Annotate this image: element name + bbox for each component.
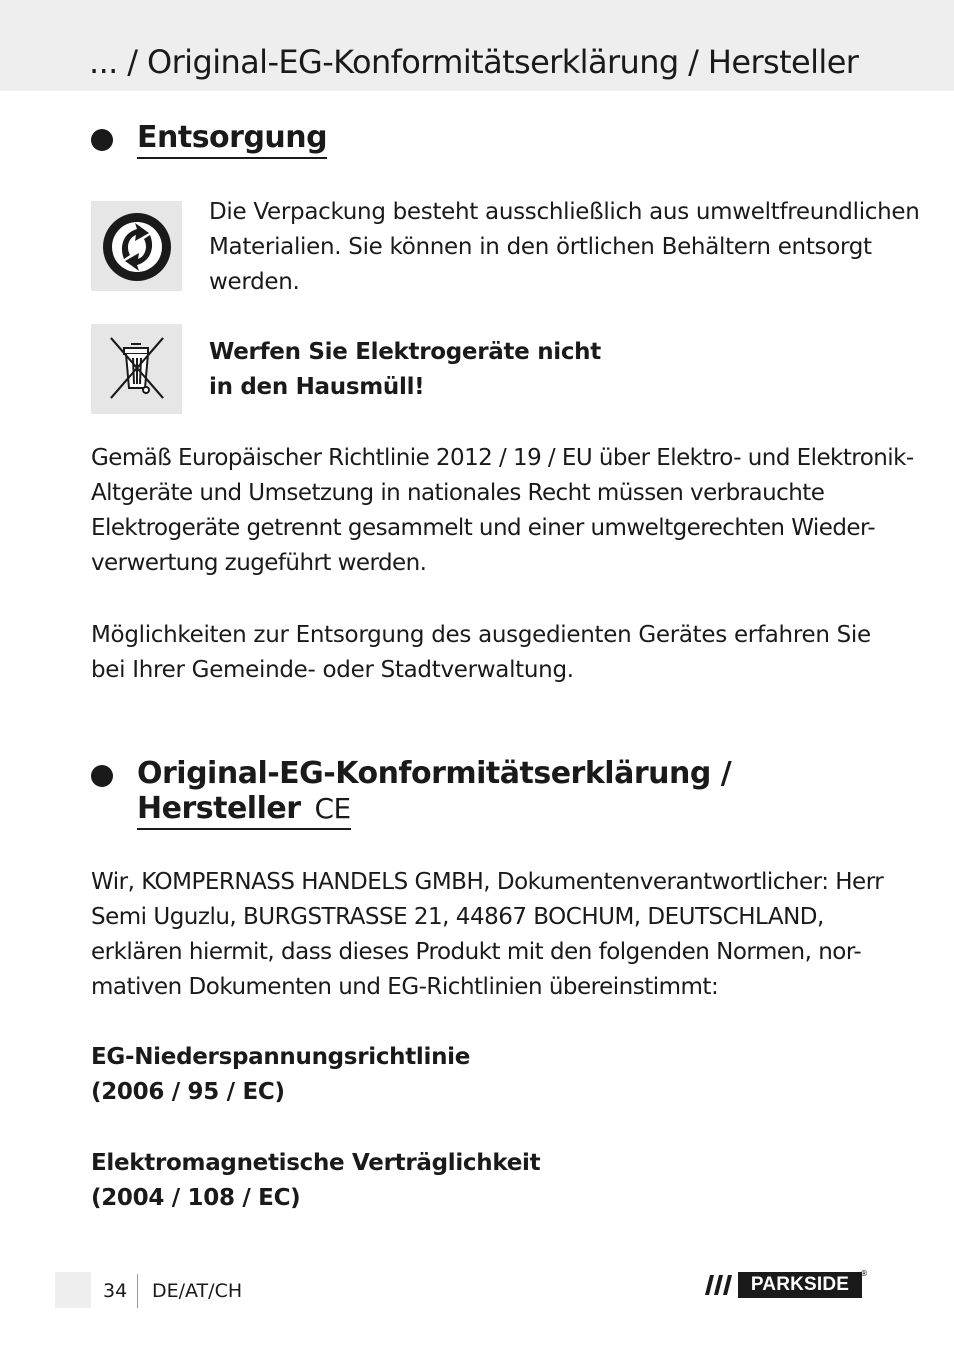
ce-mark-icon: CE xyxy=(314,792,351,825)
footer-tab xyxy=(55,1272,91,1308)
heading-conformity-line1: Original-EG-Konformitätserklärung / xyxy=(137,756,732,791)
directive-line: verwertung zugeführt werden. xyxy=(91,550,427,576)
directive-paragraph xyxy=(91,441,914,581)
footer-languages: DE/AT/CH xyxy=(152,1280,243,1302)
packaging-line: Die Verpackung besteht ausschließlich aus umweltfreundlichen xyxy=(209,199,920,225)
statement-line: mativen Dokumenten und EG-Richtlinien übereinstimmt: xyxy=(91,974,719,1000)
directive2-line: (2004 / 108 / EC) xyxy=(91,1185,301,1211)
directive1-line: (2006 / 95 / EC) xyxy=(91,1079,285,1105)
directive-line: Gemäß Europäischer Richtlinie 2012 / 19 / EU über Elektro- und Elektronik- xyxy=(91,445,914,471)
logo-registered-mark: ® xyxy=(860,1269,868,1278)
green-dot-recycling-icon xyxy=(91,201,182,291)
heading-manufacturer-text: Hersteller xyxy=(137,791,301,826)
heading-conformity-line2 xyxy=(137,791,351,830)
logo-brand-text: PARKSIDE xyxy=(750,1274,850,1295)
logo-stripes-icon xyxy=(704,1272,738,1298)
options-line: Möglichkeiten zur Entsorgung des ausgedienten Gerätes erfahren Sie xyxy=(91,622,871,648)
heading-entsorgung-text: Entsorgung xyxy=(137,120,327,159)
directive-line: Altgeräte und Umsetzung in nationales Recht müssen verbrauchte xyxy=(91,480,825,506)
disposal-options-paragraph xyxy=(91,618,871,688)
directive-emc xyxy=(91,1146,540,1216)
statement-line: Semi Uguzlu, BURGSTRASSE 21, 44867 BOCHUM, DEUTSCHLAND, xyxy=(91,904,824,930)
page-number: 34 xyxy=(103,1280,128,1302)
crossed-out-bin-icon xyxy=(91,324,182,414)
parkside-logo xyxy=(704,1269,868,1298)
directive-low-voltage xyxy=(91,1040,470,1110)
directive-line: Elektrogeräte getrennt gesammelt und einer umweltgerechten Wieder- xyxy=(91,515,876,541)
logo-plate xyxy=(738,1269,868,1298)
conformity-statement xyxy=(91,865,883,1005)
page-header-band xyxy=(0,0,954,91)
packaging-paragraph xyxy=(209,195,920,300)
statement-line: Wir, KOMPERNASS HANDELS GMBH, Dokumentenverantwortlicher: Herr xyxy=(91,869,884,895)
statement-line: erklären hiermit, dass dieses Produkt mit den folgenden Normen, nor- xyxy=(91,939,862,965)
warning-line: in den Hausmüll! xyxy=(209,374,425,400)
directive2-line: Elektromagnetische Verträglichkeit xyxy=(91,1150,541,1176)
page-header-title: ... / Original-EG-Konformitätserklärung / Hersteller xyxy=(89,43,859,81)
bullet-icon xyxy=(91,765,113,787)
weee-warning xyxy=(209,335,601,405)
options-line: bei Ihrer Gemeinde- oder Stadtverwaltung. xyxy=(91,657,574,683)
directive1-line: EG-Niederspannungsrichtlinie xyxy=(91,1044,471,1070)
bullet-icon xyxy=(91,129,113,151)
footer-divider xyxy=(137,1274,138,1308)
packaging-line: Materialien. Sie können in den örtlichen Behältern entsorgt xyxy=(209,234,872,260)
warning-line: Werfen Sie Elektrogeräte nicht xyxy=(209,339,601,365)
packaging-line: werden. xyxy=(209,269,300,295)
